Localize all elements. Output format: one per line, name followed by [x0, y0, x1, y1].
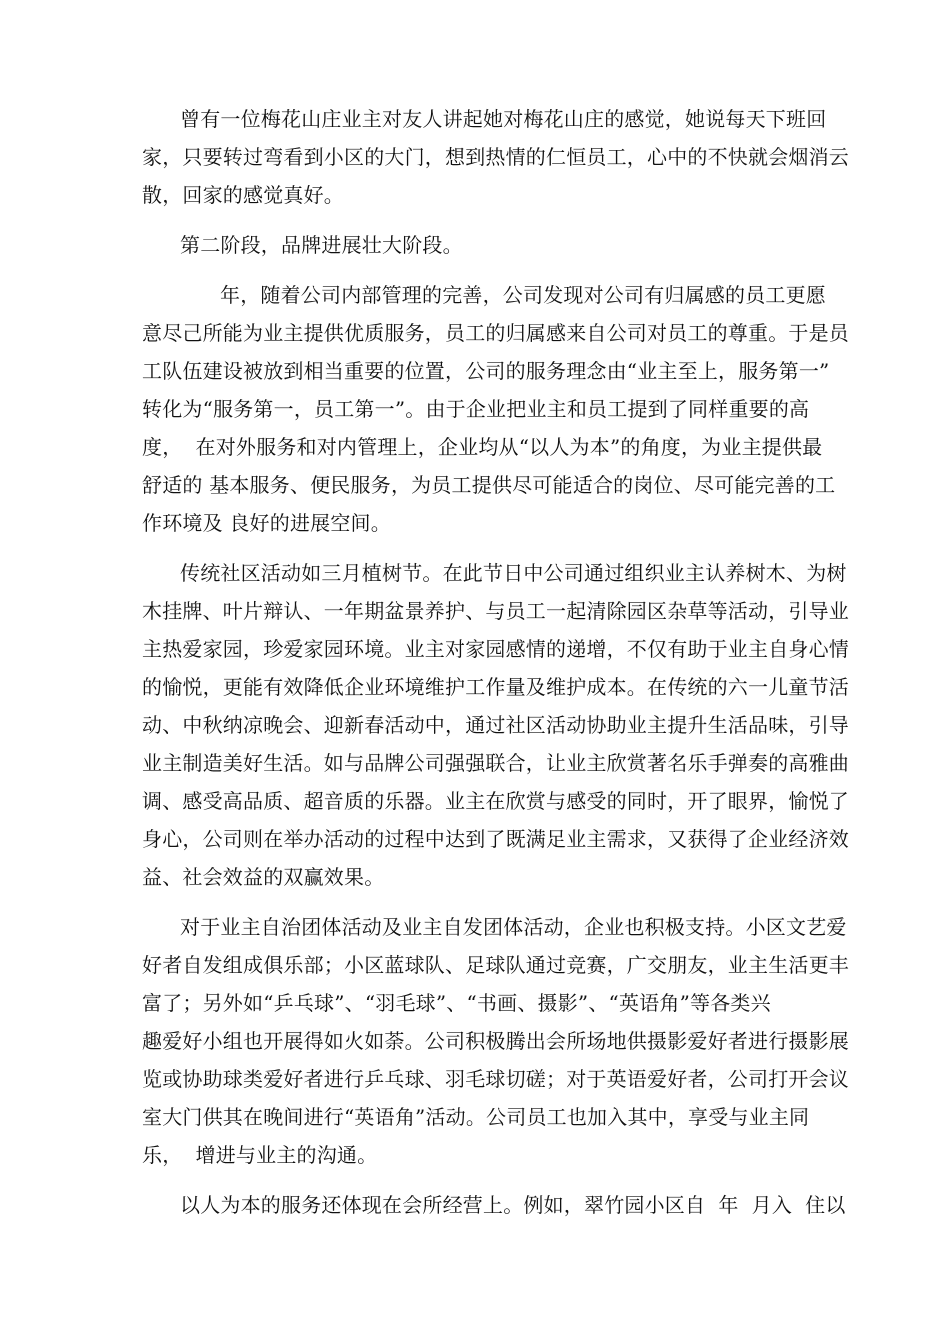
paragraph-3-line-2: 意尽己所能为业主提供优质服务，员工的归属感来自公司对员工的尊重。于是员 [142, 321, 849, 345]
paragraph-5-line-4: 趣爱好小组也开展得如火如荼。公司积极腾出会所场地供摄影爱好者进行摄影展 [142, 1029, 849, 1053]
paragraph-4-line-6: 业主制造美好生活。如与品牌公司强强联合，让业主欣赏著名乐手弹奏的高雅曲 [142, 751, 849, 775]
paragraph-4-line-4: 的愉悦，更能有效降低企业环境维护工作量及维护成本。在传统的六一儿童节活 [142, 675, 849, 699]
paragraph-4-line-7: 调、感受高品质、超音质的乐器。业主在欣赏与感受的同时，开了眼界，愉悦了 [142, 789, 849, 813]
paragraph-6-line-1: 以人为本的服务还体现在会所经营上。例如，翠竹园小区自 年 月入 住以 [180, 1193, 846, 1217]
paragraph-1-line-2: 家，只要转过弯看到小区的大门，想到热情的仁恒员工，心中的不快就会烟消云 [142, 145, 849, 169]
section-heading: 第二阶段，品牌进展壮大阶段。 [180, 233, 463, 257]
paragraph-1-line-1: 曾有一位梅花山庄业主对友人讲起她对梅花山庄的感觉，她说每天下班回 [180, 107, 827, 131]
paragraph-5-line-5: 览或协助球类爱好者进行乒乓球、羽毛球切磋；对于英语爱好者，公司打开会议 [142, 1067, 849, 1091]
paragraph-3-line-6: 舒适的 基本服务、便民服务，为员工提供尽可能适合的岗位、尽可能完善的工 [142, 473, 836, 497]
paragraph-4-line-5: 动、中秋纳凉晚会、迎新春活动中，通过社区活动协助业主提升生活品味，引导 [142, 713, 849, 737]
paragraph-1-line-3: 散，回家的感觉真好。 [142, 183, 344, 207]
paragraph-3-line-5: 度， 在对外服务和对内管理上，企业均从“以人为本”的角度，为业主提供最 [142, 435, 823, 459]
paragraph-4-line-3: 主热爱家园，珍爱家园环境。业主对家园感情的递增，不仅有助于业主自身心情 [142, 637, 849, 661]
paragraph-3-line-7: 作环境及 良好的进展空间。 [142, 511, 391, 535]
paragraph-3-line-1: 年，随着公司内部管理的完善，公司发现对公司有归属感的员工更愿 [220, 283, 826, 307]
paragraph-5-line-1: 对于业主自治团体活动及业主自发团体活动，企业也积极支持。小区文艺爱 [180, 915, 847, 939]
paragraph-4-line-9: 益、社会效益的双赢效果。 [142, 865, 385, 889]
paragraph-5-line-2: 好者自发组成俱乐部；小区蓝球队、足球队通过竞赛，广交朋友，业主生活更丰 [142, 953, 849, 977]
paragraph-4-line-2: 木挂牌、叶片辩认、一年期盆景养护、与员工一起清除园区杂草等活动，引导业 [142, 599, 849, 623]
paragraph-4-line-1: 传统社区活动如三月植树节。在此节日中公司通过组织业主认养树木、为树 [180, 561, 847, 585]
paragraph-5-line-7: 乐， 增进与业主的沟通。 [142, 1143, 378, 1167]
paragraph-5-line-6: 室大门供其在晚间进行“英语角”活动。公司员工也加入其中，享受与业主同 [142, 1105, 810, 1129]
paragraph-3-line-4: 转化为“服务第一，员工第一”。由于企业把业主和员工提到了同样重要的高 [142, 397, 810, 421]
paragraph-5-line-3: 富了；另外如“乒乓球”、“羽毛球”、“书画、摄影”、“英语角”等各类兴 [142, 991, 771, 1015]
paragraph-4-line-8: 身心，公司则在举办活动的过程中达到了既满足业主需求，又获得了企业经济效 [142, 827, 849, 851]
paragraph-3-line-3: 工队伍建设被放到相当重要的位置，公司的服务理念由“业主至上，服务第一” [142, 359, 830, 383]
